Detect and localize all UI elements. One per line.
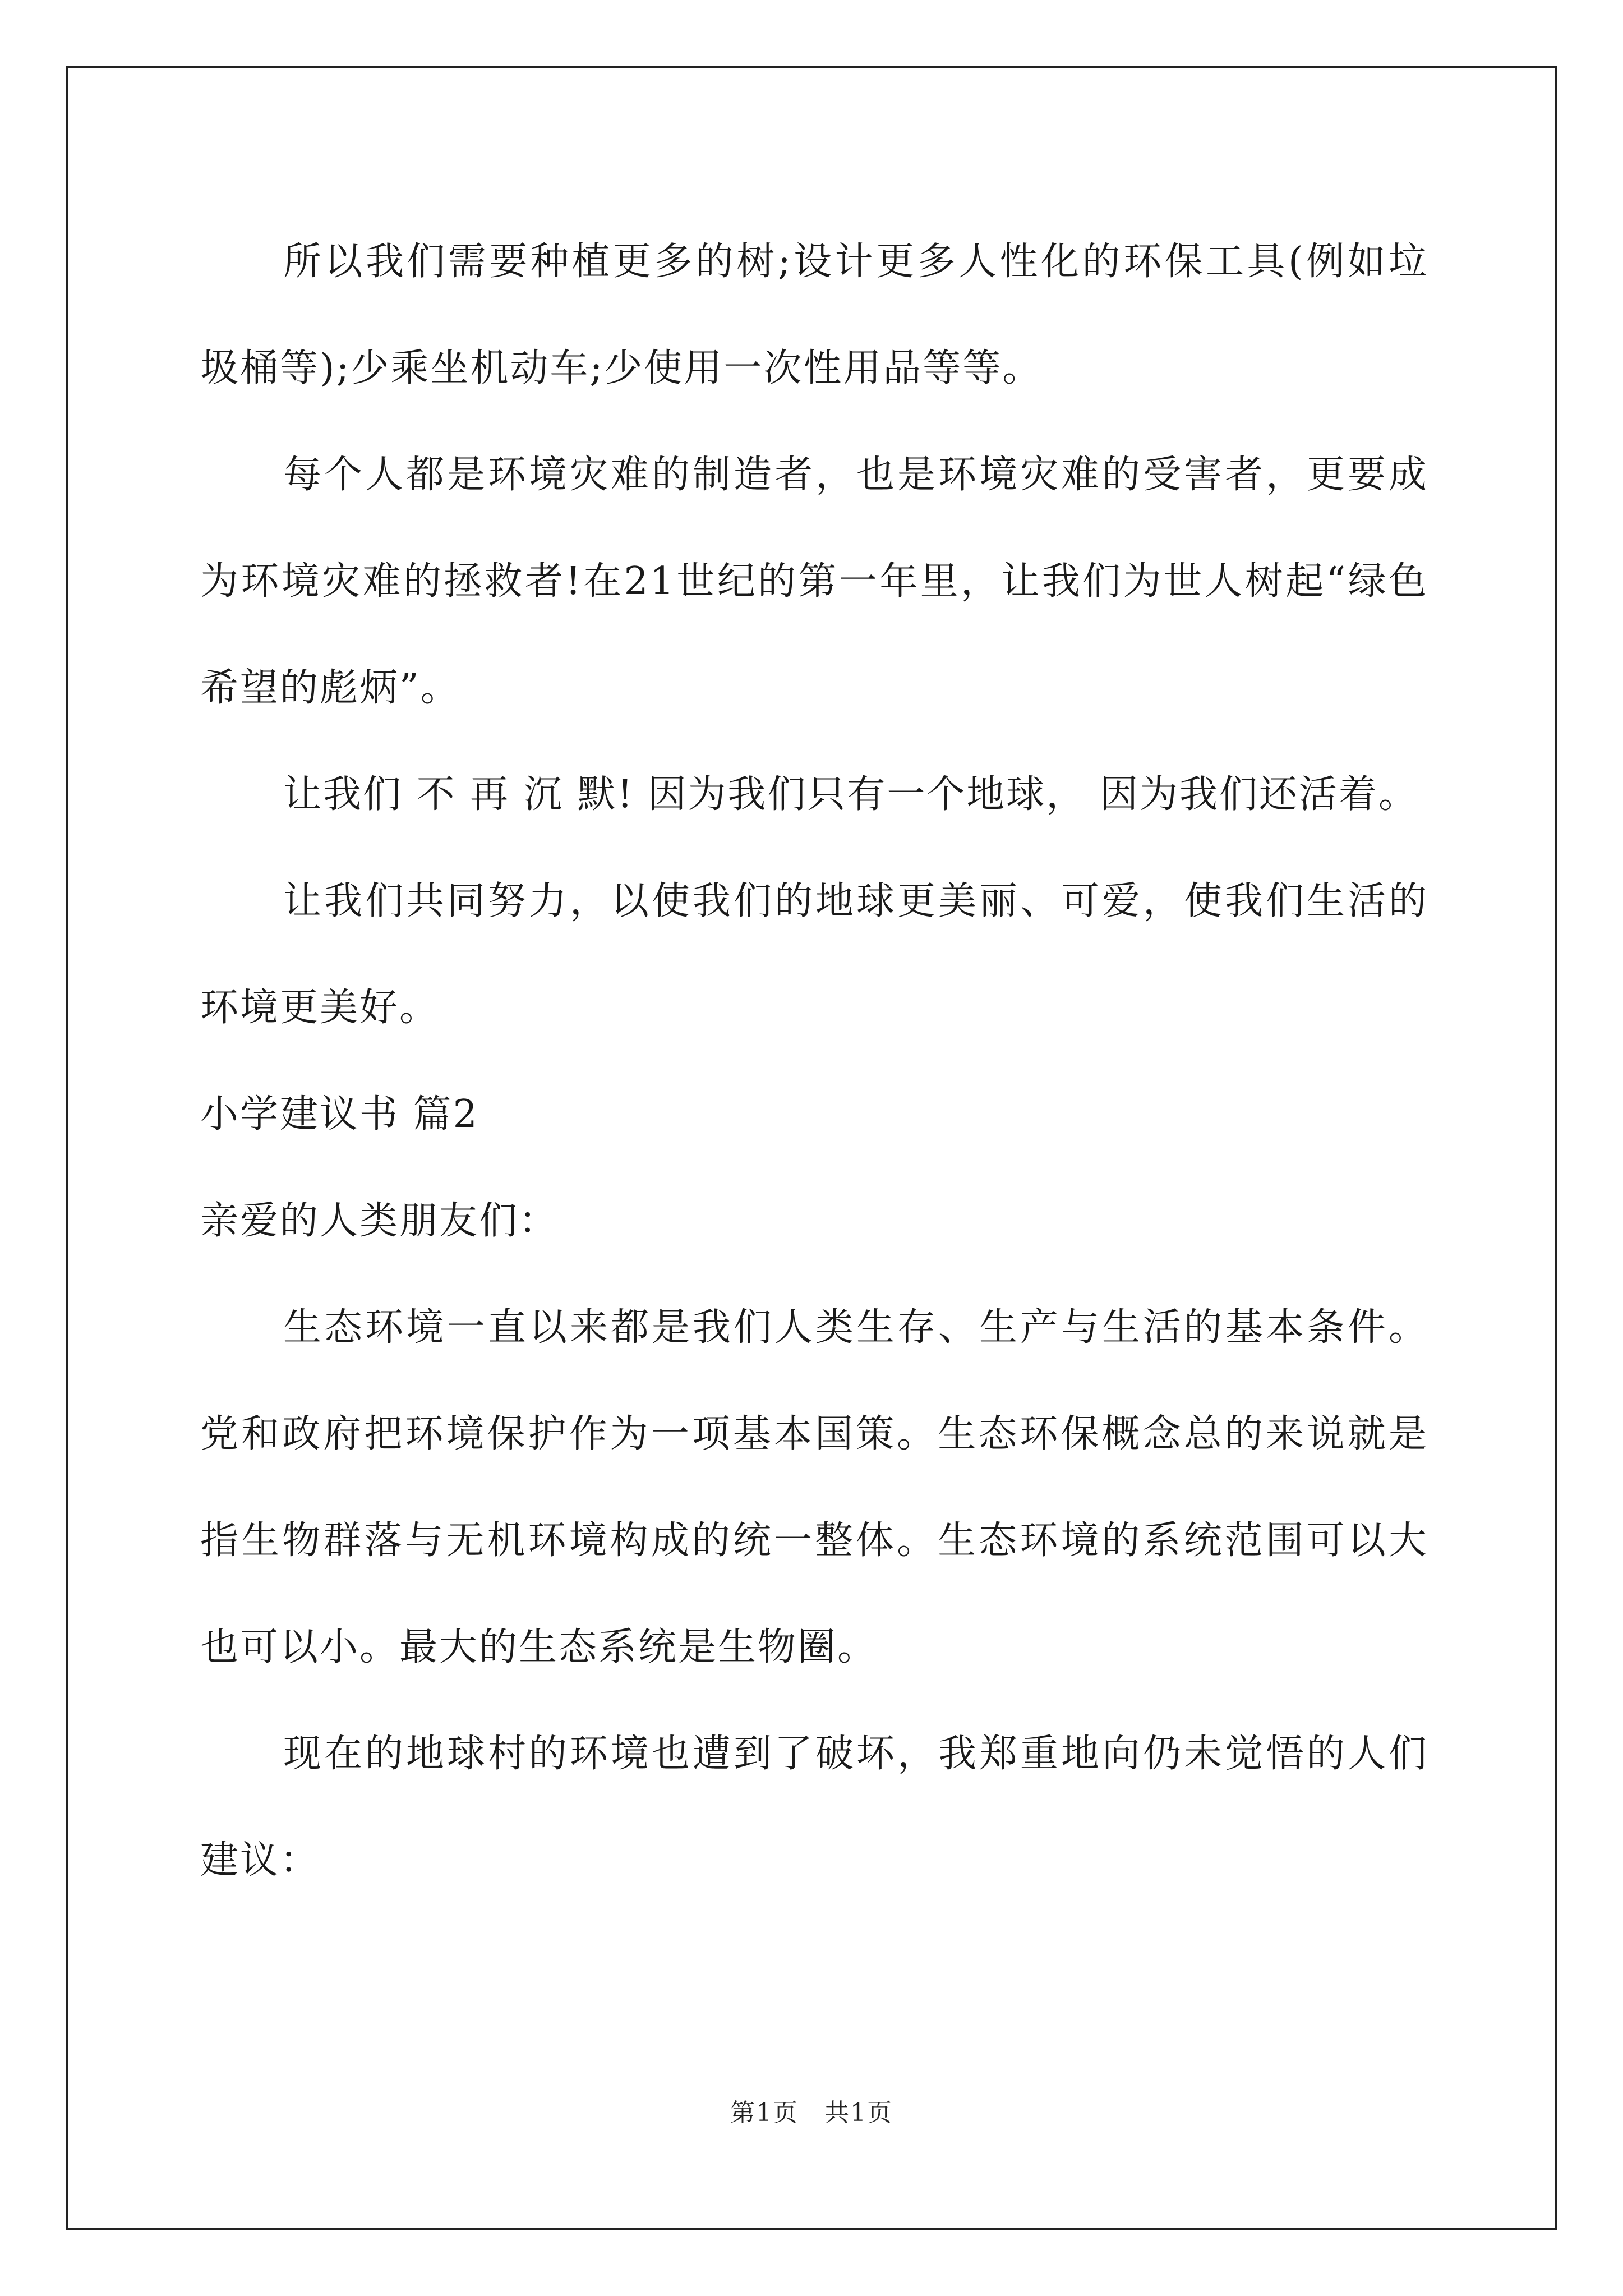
salutation: 亲爱的人类朋友们： (200, 1199, 559, 1243)
page-number-footer: 第1页 共1页 (730, 2099, 893, 2127)
paragraph-4: 让我们共同努力，以使我们的地球更美丽、可爱，使我们生活的环境更美好。 (200, 879, 1428, 1030)
paragraph-1: 所以我们需要种植更多的树;设计更多人性化的环保工具(例如垃圾桶等);少乘坐机动车;少使用一次性用品等等。 (200, 240, 1428, 390)
paragraph-3: 让我们 不 再 沉 默! 因为我们只有一个地球， 因为我们还活着。 (283, 772, 1419, 817)
section-title: 小学建议书 篇2 (200, 1092, 479, 1137)
paragraph-6: 现在的地球村的环境也遭到了破坏，我郑重地向仍未觉悟的人们建议： (200, 1732, 1428, 1883)
paragraph-5: 生态环境一直以来都是我们人类生存、生产与生活的基本条件。党和政府把环境保护作为一项基本国策。生态环保概念总的来说就是指生物群落与无机环境构成的统一整体。生态环境的系统范围可以大也可以小。最大的生态系统是生物圈。 (200, 1305, 1428, 1669)
paragraph-2: 每个人都是环境灾难的制造者，也是环境灾难的受害者，更要成为环境灾难的拯救者!在21世纪的第一年里，让我们为世人树起“绿色希望的彪炳”。 (200, 453, 1428, 710)
document-body (200, 209, 1428, 1914)
